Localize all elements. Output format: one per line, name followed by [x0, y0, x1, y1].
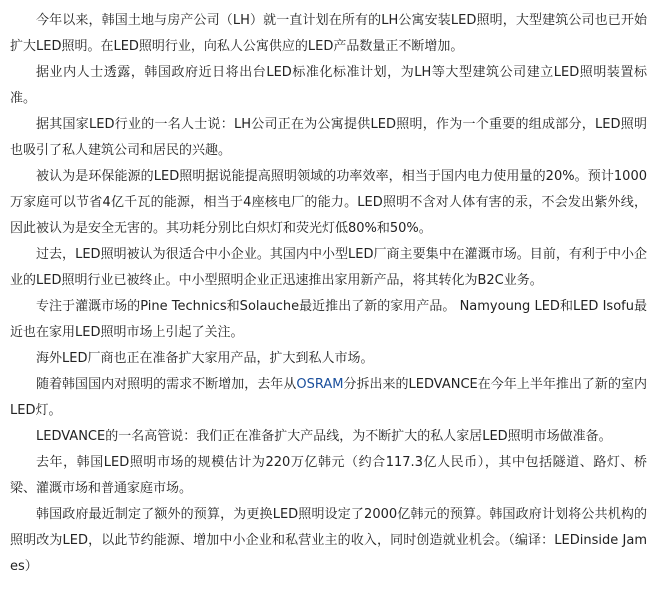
- paragraph-4: 被认为是环保能源的LED照明据说能提高照明领域的功率效率，相当于国内电力使用量的20%。预计1000万家庭可以节省4亿千瓦的能源，相当于4座核电厂的能力。LED照明不含对人体有害的汞，不会发出紫外线，因此被认为是安全无害的。其功耗分别比白炽灯和荧光灯低80%和50%。: [10, 169, 647, 236]
- paragraph-8: [10, 372, 647, 424]
- paragraph-8-text-start: 随着韩国国内对照明的需求不断增加，去年从: [36, 377, 297, 392]
- paragraph-11: 韩国政府最近制定了额外的预算，为更换LED照明设定了2000亿韩元的预算。韩国政府计划将公共机构的照明改为LED，以此节约能源、增加中小企业和私营业主的收入，同时创造就业机会。（编译：LEDinside James）: [10, 507, 647, 574]
- paragraph-5: 过去，LED照明被认为很适合中小企业。其国内中小型LED厂商主要集中在灌溉市场。目前，有利于中小企业的LED照明行业已被终止。中小型照明企业正迅速推出家用新产品，将其转化为B2C业务。: [10, 247, 647, 288]
- paragraph-3: 据其国家LED行业的一名人士说：LH公司正在为公寓提供LED照明，作为一个重要的组成部分，LED照明也吸引了私人建筑公司和居民的兴趣。: [10, 117, 647, 158]
- paragraph-1: 今年以来，韩国土地与房产公司（LH）就一直计划在所有的LH公寓安装LED照明，大型建筑公司也已开始扩大LED照明。在LED照明行业，向私人公寓供应的LED产品数量正不断增加。: [10, 13, 647, 54]
- paragraph-6: 专注于灌溉市场的Pine Technics和Solauche最近推出了新的家用产品。 Namyoung LED和LED Isofu最近也在家用LED照明市场上引起了关注。: [10, 299, 647, 340]
- paragraph-10: 去年，韩国LED照明市场的规模估计为220万亿韩元（约合117.3亿人民币），其中包括隧道、路灯、桥梁、灌溉市场和普通家庭市场。: [10, 455, 647, 496]
- paragraph-2: 据业内人士透露，韩国政府近日将出台LED标准化标准计划，为LH等大型建筑公司建立LED照明装置标准。: [10, 65, 647, 106]
- paragraph-8-text-end: 分拆出来的LEDVANCE在今年上半年推出了新的室内LED灯。: [10, 377, 647, 418]
- paragraph-9: LEDVANCE的一名高管说：我们正在准备扩大产品线，为不断扩大的私人家居LED照明市场做准备。: [36, 429, 612, 444]
- osram-link[interactable]: OSRAM: [296, 377, 344, 392]
- paragraph-7: 海外LED厂商也正在准备扩大家用产品，扩大到私人市场。: [36, 351, 374, 366]
